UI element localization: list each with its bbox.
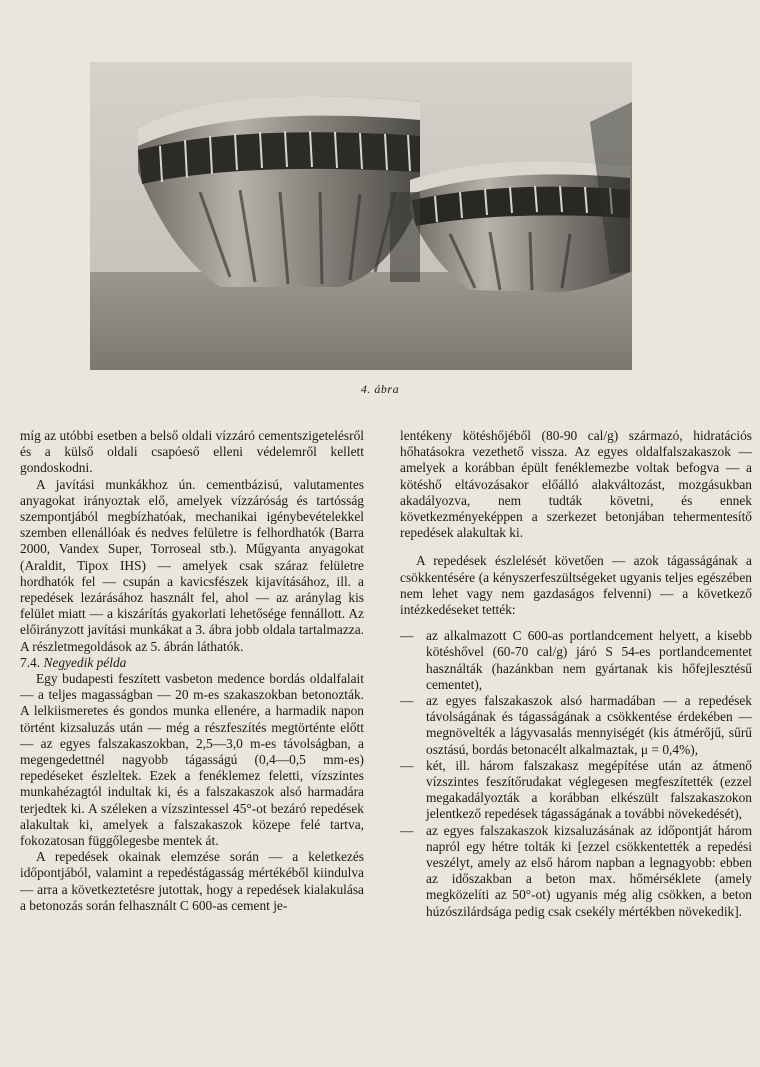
list-dash: — — [400, 757, 414, 773]
list-item — [400, 628, 752, 693]
list-dash: — — [400, 628, 414, 644]
list-item-text: az alkalmazott C 600-as portlandcement helyett, a kisebb kötéshővel (60-70 cal/g) járó S 54-es portlandcementet használták (hazánkban nem gyártanak kis hőfejlesztésű cementet), — [426, 628, 752, 692]
section-heading — [20, 655, 364, 671]
list-item-text: az egyes falszakaszok kizsaluzásának az időpontját három napról egy hétre tolták ki [ezzel csökkentették a repedési veszélyt, amely az első három napban a legnagyobb: ebben az időszakban a beton max. hőmérséklete (amely megközelíti az 50°-ot) ugyanis még alig csökken, a beton húzószilárdsága pedig csak csekély mértékben növekedik]. — [426, 822, 752, 919]
paragraph: míg az utóbbi esetben a belső oldali vízzáró cementszigetelésről és a külső oldali csapóeső elleni védelemről kellett gondoskodni. — [20, 428, 364, 476]
figure-photo — [90, 62, 632, 370]
list-item — [400, 823, 752, 920]
list-item — [400, 693, 752, 758]
paragraph: A repedések észlelését követően — azok tágasságának a csökkentésére (a kényszerfeszültségeket ugyanis teljes egészében nem lehet vagy nem gazdaságos felvenni) — a következő intézkedéseket tették: — [400, 553, 752, 618]
list-item — [400, 758, 752, 823]
section-title: Negyedik példa — [43, 654, 127, 670]
list-item-text: két, ill. három falszakasz megépítése után az átmenő vízszintes feszítőrudakat véglegesen megfeszítették (ezzel megakadályozták a korábban elkészült falszakaszokon jelentkező repedések tágasságának a további növekedését), — [426, 757, 752, 822]
left-column — [20, 428, 364, 914]
paragraph: A javítási munkákhoz ún. cementbázisú, valutamentes anyagokat irányoztak elő, amelyek vízzáróság és tartósság szempontjából megbízhatóak, mechanikai igénybevételekkel szemben ellenállóak és nedves felületre is felhordhatók (Barra 2000, Vandex Super, Torroseal stb.). Műgyanta anyagokat (Araldit, Tipox IHS) — amelyek csak száraz felületre hordhatók fel — csupán a kavicsfészek kijavításához, ill. a repedések lezárásához használt fel, ahol — az aránylag kis felület miatt — a kiszárítás gyakorlati lehetősége fennállott. Az előirányzott javítási munkákat a 3. ábra jobb oldala tartalmazza. A részletmegoldások az 5. ábrán láthatók. — [20, 476, 364, 654]
paragraph: lentékeny kötéshőjéből (80-90 cal/g) származó, hidratációs hőhatásokra vezethető vissza. Az egyes oldalfalszakaszok — amelyek a korábban épült fenéklemezbe voltak befogva — a kötéshő eltávozásakor előálló alakváltozást, mozgásukban akadályozva, nem tudták követni, és ennek következményeképpen a szerkezet betonjában tehermentesítő repedések alakultak ki. — [400, 428, 752, 541]
list-dash: — — [400, 693, 414, 709]
list-dash: — — [400, 822, 414, 838]
paragraph: A repedések okainak elemzése során — a keletkezés időpontjából, valamint a repedéstágasság mértékéből kiindulva — arra a következtetésre jutottak, hogy a repedések kialakulása a betonozás során felhasznált C 600-as cement je- — [20, 849, 364, 913]
section-number: 7.4. — [20, 654, 41, 670]
paragraph: Egy budapesti feszített vasbeton medence bordás oldalfalait — a teljes magasságban — 20 m-es szakaszokban betonozták. A lelkiismeretes és gondos munka ellenére, a harmadik napon történt kizsaluzás után — még a részfeszítés megtörténte előtt — az egyes falszakaszokban, 2,5—3,0 m-es távolságban, a megengedettnél nagyobb tágasságú (0,4—0,5 mm-es) repedéseket észleltek. Ezek a fenéklemez feletti, vízszintes munkahézagtól indultak ki, és a falszakaszok alsó harmadára terjedtek ki. A széleken a vízszintessel 45°-ot bezáró repedések alakultak ki, amelyek a falszakaszok közepe felé tartva, fokozatosan függőlegesbe mentek át. — [20, 671, 364, 849]
list-item-text: az egyes falszakaszok alsó harmadában — a repedések távolságának és tágasságának a csökkentése érdekében — megnövelték a lágyvasalás mennyiségét (kis átmérőjű, sűrű osztású, bordás betonacélt alkalmaztak, μ = 0,4%), — [426, 693, 752, 757]
figure-caption: 4. ábra — [360, 382, 400, 396]
right-column — [400, 428, 752, 920]
